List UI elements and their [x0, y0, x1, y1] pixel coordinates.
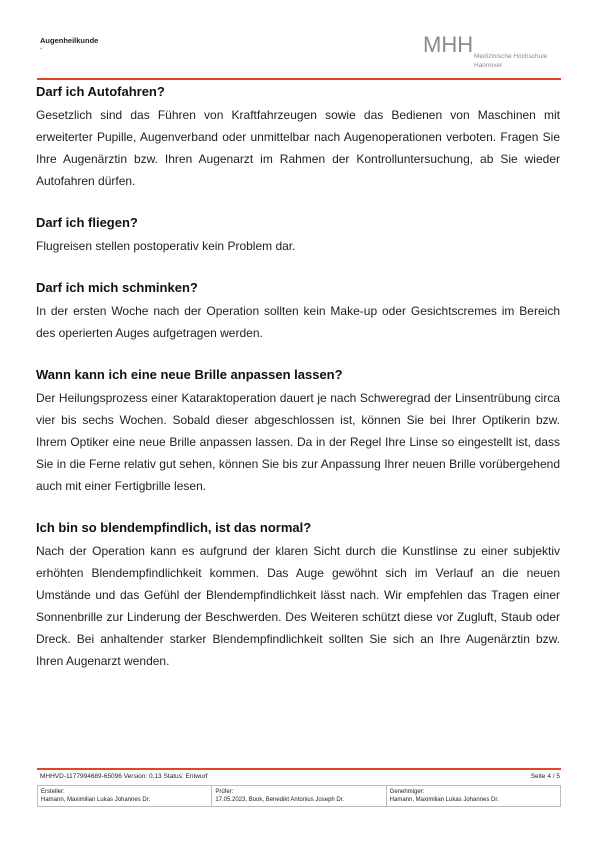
creator-value: Hamann, Maximilian Lukas Johannes Dr.	[41, 797, 151, 803]
document-body	[36, 83, 560, 694]
reviewer-cell	[212, 786, 386, 807]
logo-line-1: Medizinische Hochschule	[474, 53, 548, 60]
section-heading: Wann kann ich eine neue Brille anpassen lassen?	[36, 367, 343, 382]
section-heading: Darf ich Autofahren?	[36, 84, 165, 99]
section-text: Flugreisen stellen postoperativ kein Problem dar.	[36, 239, 296, 253]
header-department: Augenheilkunde	[40, 36, 99, 45]
section-schminken	[36, 279, 560, 344]
section-heading: Darf ich mich schminken?	[36, 280, 198, 295]
logo-text	[474, 52, 547, 70]
logo-mark: MHH	[423, 32, 474, 57]
section-fliegen	[36, 214, 560, 257]
reviewer-label: Prüfer:	[215, 789, 234, 795]
section-text: Gesetzlich sind das Führen von Kraftfahrzeugen sowie das Bedienen von Maschinen mit erweiterter Pupille, Augenverband oder unmittelbar nach Augenoperationen verboten. Fragen Sie Ihre Augenärztin bzw. Ihren Augenarzt im Rahmen der Kontrolluntersuchung, ab Sie wieder Autofahren dürfen.	[36, 108, 560, 188]
creator-cell	[38, 786, 212, 807]
section-blendempfindlich	[36, 519, 560, 672]
section-text: Der Heilungsprozess einer Kataraktoperation dauert je nach Schweregrad der Linsentrübung circa vier bis sechs Wochen. Sobald dieser abgeschlossen ist, können Sie bei Ihrer Optikerin bzw. Ihrem Optiker eine neue Brille anpassen lassen. Da in der Regel Ihre Linse so eingestellt ist, dass Sie in die Ferne relativ gut sehen, können Sie bis zur Anpassung Ihrer neuen Brille vorübergehend auch mit einer Fertigbrille lesen.	[36, 391, 560, 493]
document-id: MHHVD-1177994689-65096 Version: 0.13 Status: Entwurf	[40, 773, 208, 780]
section-brille	[36, 366, 560, 497]
page-number: Seite 4 / 5	[530, 773, 560, 780]
creator-label: Ersteller:	[41, 789, 65, 795]
section-text: In der ersten Woche nach der Operation sollten kein Make-up oder Gesichtscremes im Bereich des operierten Auges aufgetragen werden.	[36, 304, 560, 340]
reviewer-value: 17.05.2023, Book, Benedikt Antonius Joseph Dr.	[215, 797, 345, 803]
section-heading: Ich bin so blendempfindlich, ist das normal?	[36, 520, 312, 535]
approver-label: Genehmiger:	[389, 789, 425, 795]
footer-rule	[37, 768, 561, 770]
section-text: Nach der Operation kann es aufgrund der klaren Sicht durch die Kunstlinse zu einer subjektiv erhöhten Blendempfindlichkeit kommen. Das Auge gewöhnt sich im Verlauf an die neuen Umstände und das Gefühl der Blendempfindlichkeit lässt nach. Wir empfehlen das Tragen einer Sonnenbrille zur Linderung der Beschwerden. Des Weiteren schützt diese vor Zugluft, Staub oder Dreck. Bei anhaltender starker Blendempfindlichkeit sollten Sie sich an Ihre Augenärztin bzw. Ihren Augenarzt wenden.	[36, 544, 560, 668]
footer-approval-table	[37, 785, 561, 807]
section-autofahren	[36, 83, 560, 192]
header-dash: -	[40, 46, 43, 53]
header-rule	[37, 78, 561, 80]
section-heading: Darf ich fliegen?	[36, 215, 138, 230]
logo-line-2: Hannover	[474, 62, 503, 69]
mhh-logo	[423, 34, 563, 74]
approver-cell	[386, 786, 560, 807]
approver-value: Hamann, Maximilian Lukas Johannes Dr.	[389, 797, 499, 803]
